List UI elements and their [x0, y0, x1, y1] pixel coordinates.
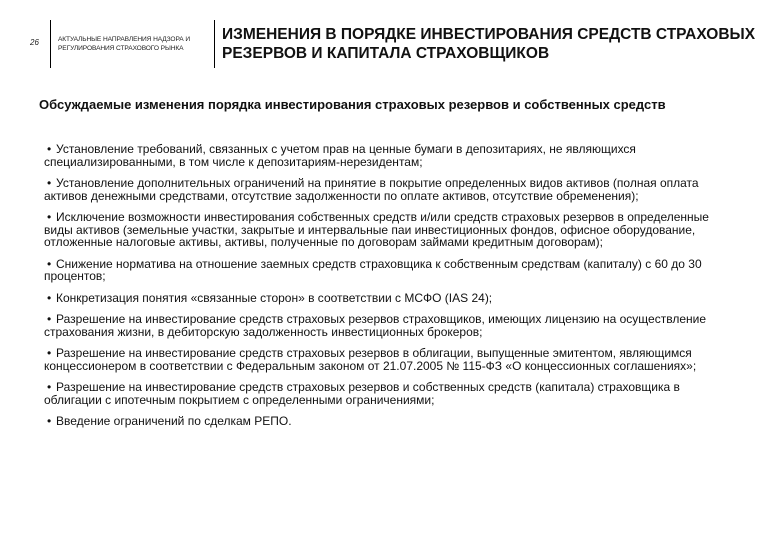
bullet-text: Установление дополнительных ограничений на принятие в покрытие определенных видов активов (полная оплата активов денежными средствами, отсутствие задолженности по оплате активов, отсутствие обременения); [44, 176, 699, 203]
bullet-icon: • [47, 312, 52, 326]
bullet-item [44, 258, 734, 283]
bullet-text: Исключение возможности инвестирования собственных средств и/или средств страховых резервов в определенные виды активов (земельные участки, закрытые и интервальные паи инвестиционных фондов, офисное оборудование, отложенные налоговые активы, активы, полученные по договорам займами кредитным договорам); [44, 210, 709, 249]
bullet-icon: • [47, 290, 52, 305]
bullet-icon: • [47, 346, 52, 360]
bullet-item [44, 143, 734, 168]
bullet-text: Разрешение на инвестирование средств страховых резервов в облигации, выпущенные эмитентом, являющимся концессионером в соответствии с Федеральным законом от 21.07.2005 № 115-ФЗ «О концессионных соглашениях»; [44, 346, 697, 373]
bullet-icon: • [47, 142, 52, 156]
bullet-item [44, 415, 734, 428]
bullet-icon: • [47, 380, 52, 394]
bullet-item [44, 347, 734, 372]
page-number: 26 [30, 38, 39, 47]
header-divider-middle [214, 20, 215, 68]
bullet-icon: • [47, 210, 52, 224]
bullet-text: Разрешение на инвестирование средств страховых резервов страховщиков, имеющих лицензию на осуществление страхования жизни, в дебиторскую задолженность инвестиционных брокеров; [44, 312, 706, 339]
bullet-icon: • [47, 414, 52, 428]
bullet-icon: • [47, 256, 52, 271]
bullet-text: Разрешение на инвестирование средств страховых резервов и собственных средств (капитала) страховщика в облигации с ипотечным покрытием с определенными ограничениями; [44, 380, 680, 407]
bullet-icon: • [47, 176, 52, 190]
content-subtitle: Обсуждаемые изменения порядка инвестирования страховых резервов и собственных средств [39, 97, 666, 112]
slide-title: ИЗМЕНЕНИЯ В ПОРЯДКЕ ИНВЕСТИРОВАНИЯ СРЕДСТВ СТРАХОВЫХ РЕЗЕРВОВ И КАПИТАЛА СТРАХОВЩИКОВ [222, 26, 756, 62]
header-divider-left [50, 20, 51, 68]
bullet-text: Введение ограничений по сделкам РЕПО. [56, 414, 292, 428]
section-label: АКТУАЛЬНЫЕ НАПРАВЛЕНИЯ НАДЗОРА И РЕГУЛИРОВАНИЯ СТРАХОВОГО РЫНКА [58, 36, 190, 52]
bullet-item [44, 313, 734, 338]
bullet-item [44, 177, 734, 202]
bullet-text: Установление требований, связанных с учетом прав на ценные бумаги в депозитариях, не являющихся специализированными, в том числе к депозитариям-нерезидентам; [44, 142, 636, 169]
bullet-text: Конкретизация понятия «связанные сторон» в соответствии с МСФО (IAS 24); [56, 290, 493, 305]
bullet-item [44, 381, 734, 406]
bullet-text: Снижение норматива на отношение заемных средств страховщика к собственным средствам (капиталу) с 60 до 30 процентов; [44, 256, 702, 283]
slide-header [0, 0, 780, 80]
bullet-item [44, 292, 734, 305]
bullet-item [44, 211, 734, 249]
bullet-list [44, 143, 734, 437]
